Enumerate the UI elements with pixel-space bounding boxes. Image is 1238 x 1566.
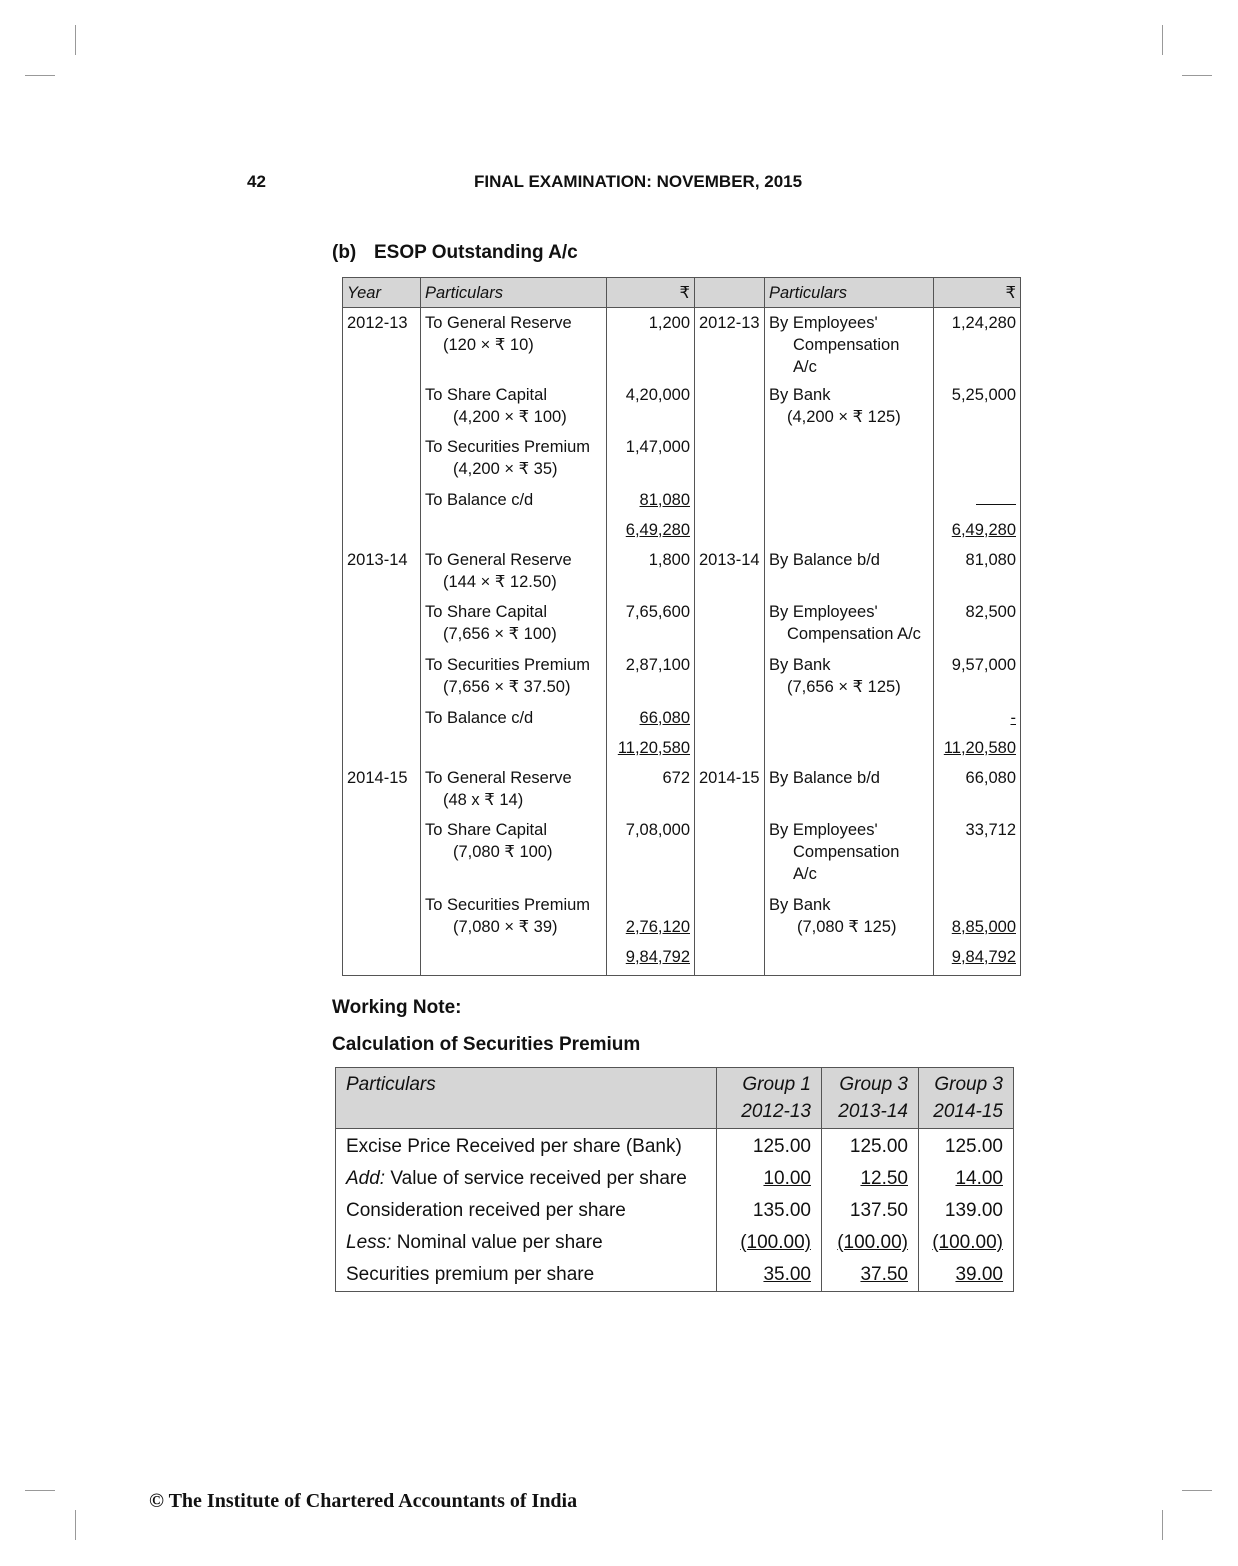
copyright-footer: © The Institute of Chartered Accountants of India bbox=[149, 1490, 578, 1512]
crop-mark bbox=[25, 75, 55, 76]
entry-label: By Bank bbox=[769, 895, 831, 914]
entry-label: To Securities Premium bbox=[425, 437, 591, 456]
total-cell: 6,49,280 bbox=[607, 519, 695, 549]
entry-label: To Balance c/d bbox=[421, 489, 607, 519]
entry-label: To Share Capital bbox=[425, 820, 547, 839]
amount-cell: - bbox=[934, 707, 1021, 737]
entry-detail: (7,080 ₹ 100) bbox=[453, 842, 553, 861]
amount-cell: 8,85,000 bbox=[934, 894, 1021, 946]
col-year: Year bbox=[343, 278, 421, 308]
running-header: FINAL EXAMINATION: NOVEMBER, 2015 bbox=[474, 172, 803, 191]
entry-label: By Balance b/d bbox=[765, 767, 934, 819]
entry-label: To Balance c/d bbox=[421, 707, 607, 737]
row-label: Excise Price Received per share (Bank) bbox=[336, 1129, 717, 1164]
crop-mark bbox=[75, 1510, 76, 1540]
entry-label: To Securities Premium bbox=[425, 655, 591, 674]
year-cell: 2013-14 bbox=[695, 549, 765, 601]
entry-detail: (7,080 × ₹ 39) bbox=[453, 917, 558, 936]
entry-label: By Employees' bbox=[769, 602, 878, 621]
entry-label: To General Reserve bbox=[425, 550, 572, 569]
value-cell: 39.00 bbox=[919, 1259, 1014, 1292]
amount-cell: 81,080 bbox=[934, 549, 1021, 601]
amount-cell: 2,76,120 bbox=[607, 894, 695, 946]
particulars-cell bbox=[421, 894, 607, 946]
total-row bbox=[343, 519, 1021, 549]
table-row bbox=[343, 601, 1021, 654]
table-header-row bbox=[343, 278, 1021, 308]
entry-detail: Compensation bbox=[793, 842, 900, 861]
year-cell: 2012-13 bbox=[343, 308, 421, 384]
table-row bbox=[343, 894, 1021, 946]
table-row bbox=[343, 654, 1021, 707]
amount-cell: 66,080 bbox=[607, 707, 695, 737]
entry-label: By Bank bbox=[769, 655, 831, 674]
col-particulars: Particulars bbox=[336, 1068, 717, 1129]
total-cell: 11,20,580 bbox=[934, 737, 1021, 767]
amount-cell: 672 bbox=[607, 767, 695, 819]
value-cell: 139.00 bbox=[919, 1195, 1014, 1227]
total-cell: 11,20,580 bbox=[607, 737, 695, 767]
amount-cell: 7,65,600 bbox=[607, 601, 695, 654]
total-cell: 9,84,792 bbox=[934, 946, 1021, 976]
particulars-cell bbox=[421, 384, 607, 436]
value-cell: 12.50 bbox=[822, 1163, 919, 1195]
table-row bbox=[343, 819, 1021, 894]
total-row bbox=[343, 946, 1021, 976]
working-note-heading: Working Note: bbox=[332, 997, 462, 1018]
table-row bbox=[343, 308, 1021, 384]
row-label: Less: Nominal value per share bbox=[336, 1227, 717, 1259]
entry-detail: (4,200 × ₹ 125) bbox=[787, 407, 901, 426]
total-row bbox=[343, 737, 1021, 767]
amount-cell bbox=[934, 489, 1021, 519]
table-row bbox=[343, 489, 1021, 519]
entry-label: By Employees' bbox=[769, 820, 878, 839]
table-row bbox=[336, 1195, 1014, 1227]
col-year-cr bbox=[695, 278, 765, 308]
col-amount-dr: ₹ bbox=[607, 278, 695, 308]
entry-detail: (4,200 × ₹ 35) bbox=[453, 459, 558, 478]
entry-detail: (7,656 × ₹ 100) bbox=[443, 624, 557, 643]
amount-cell: 1,200 bbox=[607, 308, 695, 384]
entry-detail: Compensation A/c bbox=[787, 624, 921, 643]
particulars-cell bbox=[421, 436, 607, 489]
entry-detail: A/c bbox=[793, 358, 817, 376]
amount-cell: 81,080 bbox=[607, 489, 695, 519]
particulars-cell bbox=[421, 549, 607, 601]
crop-mark bbox=[1182, 1490, 1212, 1491]
entry-detail: (7,656 × ₹ 37.50) bbox=[443, 677, 571, 696]
table-row bbox=[343, 436, 1021, 489]
col-particulars-dr: Particulars bbox=[421, 278, 607, 308]
particulars-cell bbox=[765, 384, 934, 436]
col-group-2: Group 3 2013-14 bbox=[822, 1068, 919, 1129]
col-particulars-cr: Particulars bbox=[765, 278, 934, 308]
value-cell: (100.00) bbox=[919, 1227, 1014, 1259]
amount-cell: 7,08,000 bbox=[607, 819, 695, 894]
value-cell: 135.00 bbox=[717, 1195, 822, 1227]
entry-label: By Bank bbox=[769, 385, 831, 404]
year-cell: 2013-14 bbox=[343, 549, 421, 601]
particulars-cell bbox=[765, 308, 934, 384]
row-label: Add: Value of service received per share bbox=[336, 1163, 717, 1195]
entry-detail: (144 × ₹ 12.50) bbox=[443, 572, 557, 591]
row-label: Securities premium per share bbox=[336, 1259, 717, 1292]
calculation-heading: Calculation of Securities Premium bbox=[332, 1034, 641, 1055]
amount-cell: 33,712 bbox=[934, 819, 1021, 894]
col-amount-cr: ₹ bbox=[934, 278, 1021, 308]
value-cell: 125.00 bbox=[822, 1129, 919, 1164]
securities-premium-table bbox=[335, 1067, 1014, 1292]
value-cell: 125.00 bbox=[919, 1129, 1014, 1164]
entry-detail: Compensation bbox=[793, 336, 900, 354]
amount-cell: 66,080 bbox=[934, 767, 1021, 819]
entry-label: By Balance b/d bbox=[765, 549, 934, 601]
col-group-3: Group 3 2014-15 bbox=[919, 1068, 1014, 1129]
table-row bbox=[343, 384, 1021, 436]
page-number: 42 bbox=[247, 172, 266, 191]
entry-detail: (120 × ₹ 10) bbox=[443, 336, 534, 354]
particulars-cell bbox=[765, 601, 934, 654]
crop-mark bbox=[1182, 75, 1212, 76]
table-row bbox=[343, 707, 1021, 737]
table-row bbox=[336, 1163, 1014, 1195]
entry-label: To Share Capital bbox=[425, 385, 547, 404]
entry-label: To Share Capital bbox=[425, 602, 547, 621]
row-label: Consideration received per share bbox=[336, 1195, 717, 1227]
value-cell: (100.00) bbox=[822, 1227, 919, 1259]
crop-mark bbox=[25, 1490, 55, 1491]
entry-detail: (7,080 ₹ 125) bbox=[797, 917, 897, 936]
value-cell: 35.00 bbox=[717, 1259, 822, 1292]
esop-ledger-table bbox=[342, 277, 1021, 976]
amount-cell: 1,800 bbox=[607, 549, 695, 601]
particulars-cell bbox=[421, 601, 607, 654]
value-cell: 14.00 bbox=[919, 1163, 1014, 1195]
amount-cell: 1,47,000 bbox=[607, 436, 695, 489]
amount-cell: 9,57,000 bbox=[934, 654, 1021, 707]
particulars-cell bbox=[421, 308, 607, 384]
amount-cell: 82,500 bbox=[934, 601, 1021, 654]
particulars-cell bbox=[765, 819, 934, 894]
total-cell: 6,49,280 bbox=[934, 519, 1021, 549]
section-label: (b) bbox=[332, 242, 357, 263]
amount-cell: 5,25,000 bbox=[934, 384, 1021, 436]
crop-mark bbox=[1162, 1510, 1163, 1540]
crop-mark bbox=[75, 25, 76, 55]
value-cell: 10.00 bbox=[717, 1163, 822, 1195]
table-row bbox=[343, 549, 1021, 601]
particulars-cell bbox=[765, 654, 934, 707]
particulars-cell bbox=[421, 767, 607, 819]
amount-cell: 1,24,280 bbox=[934, 308, 1021, 384]
year-cell: 2014-15 bbox=[695, 767, 765, 819]
value-cell: 125.00 bbox=[717, 1129, 822, 1164]
particulars-cell bbox=[421, 819, 607, 894]
amount-cell: 2,87,100 bbox=[607, 654, 695, 707]
section-heading bbox=[332, 242, 578, 264]
table-row bbox=[343, 767, 1021, 819]
entry-detail: A/c bbox=[793, 864, 817, 883]
year-cell: 2014-15 bbox=[343, 767, 421, 819]
entry-label: To General Reserve bbox=[425, 314, 572, 332]
year-cell: 2012-13 bbox=[695, 308, 765, 384]
entry-label: To Securities Premium bbox=[425, 895, 591, 914]
entry-label: By Employees' bbox=[769, 314, 878, 332]
col-group-1: Group 1 2012-13 bbox=[717, 1068, 822, 1129]
particulars-cell bbox=[421, 654, 607, 707]
entry-detail: (7,656 × ₹ 125) bbox=[787, 677, 901, 696]
table-row bbox=[336, 1259, 1014, 1292]
value-cell: 37.50 bbox=[822, 1259, 919, 1292]
amount-cell: 4,20,000 bbox=[607, 384, 695, 436]
total-cell: 9,84,792 bbox=[607, 946, 695, 976]
entry-label: To General Reserve bbox=[425, 768, 572, 787]
crop-mark bbox=[1162, 25, 1163, 55]
entry-detail: (4,200 × ₹ 100) bbox=[453, 407, 567, 426]
value-cell: 137.50 bbox=[822, 1195, 919, 1227]
entry-detail: (48 x ₹ 14) bbox=[443, 790, 524, 809]
section-title: ESOP Outstanding A/c bbox=[374, 242, 578, 263]
particulars-cell bbox=[765, 894, 934, 946]
value-cell: (100.00) bbox=[717, 1227, 822, 1259]
table-row bbox=[336, 1227, 1014, 1259]
table-header-row bbox=[336, 1068, 1014, 1129]
table-row bbox=[336, 1129, 1014, 1164]
